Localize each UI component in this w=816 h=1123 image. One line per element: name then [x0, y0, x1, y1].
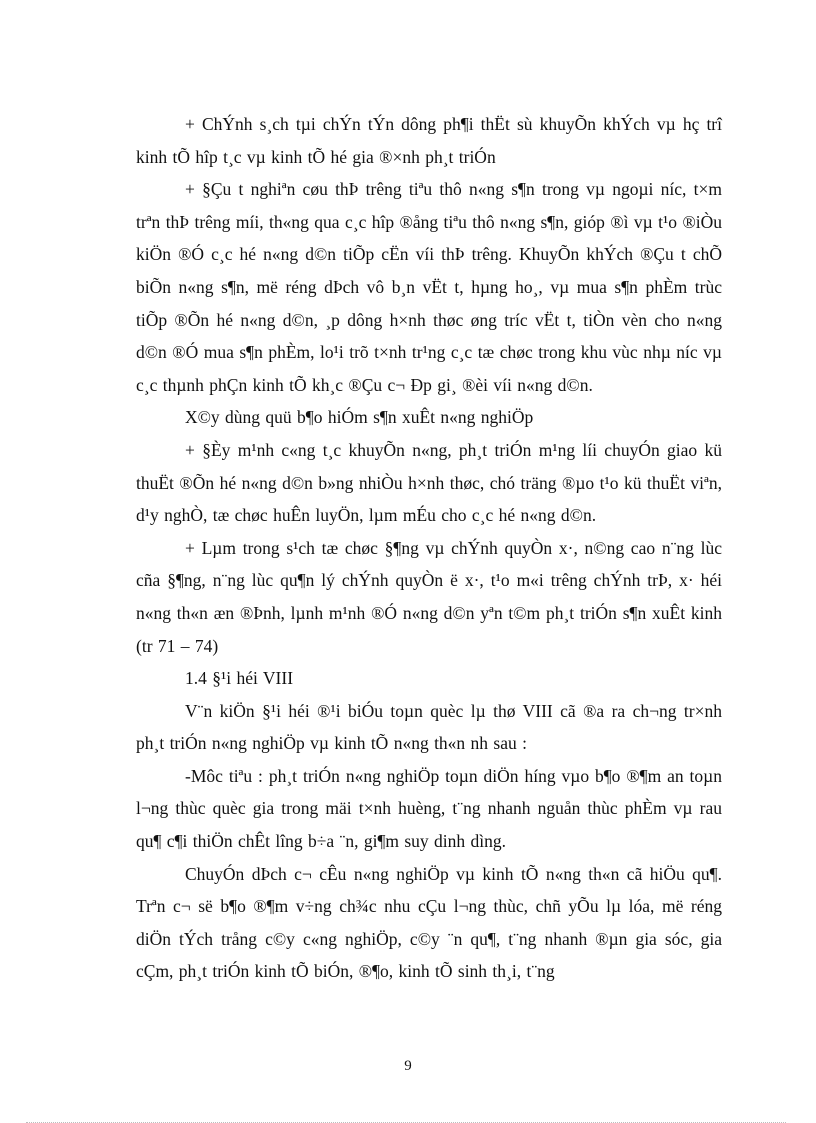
paragraph-insurance-fund: X©y dùng quü b¶o hiÓm s¶n xuÊt n«ng nghiÖp: [185, 407, 534, 428]
paragraph-congress-documents: V¨n kiÖn §¹i héi ®¹i biÓu toµn quèc lµ thø VIII cã ®a ra ch¬ng tr×nh ph¸t triÓn n«ng nghiÖp vµ kinh tÕ n«ng th«n nh sau :: [136, 700, 722, 754]
paragraph-market-research: + §Çu t nghiªn cøu thÞ trêng tiªu thô n«ng s¶n trong vµ ngoµi níc, t×m trªn thÞ trêng míi, th«ng qua c¸c hîp ®ång tiªu thô n«ng s¶n, gióp ®ì vµ t¹o ®iÒu kiÖn ®Ó c¸c hé n«ng d©n tiÕp cËn víi thÞ trêng. KhuyÕn khÝch ®Çu t chÕ biÕn n«ng s¶n, më réng dÞch vô b¸n vËt t, hµng ho¸, vµ mua s¶n phÈm trùc tiÕp ®Õn hé n«ng d©n, ¸p dông h×nh thøc øng tríc vËt t, tiÒn vèn cho n«ng d©n ®Ó mua s¶n phÈm, lo¹i trõ t×nh tr¹ng c¸c tæ chøc trong khu vùc nhµ níc vµ c¸c thµnh phÇn kinh tÕ kh¸c ®Çu c¬ Ðp gi¸ ®èi víi n«ng d©n.: [136, 179, 722, 395]
section-heading-congress-viii: 1.4 §¹i héi VIII: [185, 668, 294, 689]
paragraph-financial-policy: + ChÝnh s¸ch tµi chÝn tÝn dông ph¶i thËt sù khuyÕn khÝch vµ hç trî kinh tÕ hîp t¸c vµ kinh tÕ hé gia ®×nh ph¸t triÓn: [136, 114, 722, 167]
document-body: [136, 108, 722, 988]
paragraph-agricultural-extension: + §Èy m¹nh c«ng t¸c khuyÕn n«ng, ph¸t triÓn m¹ng líi chuyÓn giao kü thuËt ®Õn hé n«ng d©n b»ng nhiÒu h×nh thøc, chó träng ®µo t¹o kü thuËt viªn, d¹y nghÒ, tæ chøc huÊn luyÖn, lµm mÉu cho c¸c hé n«ng d©n.: [136, 439, 722, 526]
paragraph-structural-shift: ChuyÓn dÞch c¬ cÊu n«ng nghiÖp vµ kinh tÕ n«ng th«n cã hiÖu qu¶. Trªn c¬ së b¶o ®¶m v÷ng ch¾c nhu cÇu l¬ng thùc, chñ yÕu lµ lóa, më réng diÖn tÝch trång c©y c«ng nghiÖp, c©y ¨n qu¶, t¨ng nhanh ®µn gia sóc, gia cÇm, ph¸t triÓn kinh tÕ biÓn, ®¶o, kinh tÕ sinh th¸i, t¨ng: [136, 863, 722, 982]
paragraph-objectives: -Môc tiªu : ph¸t triÓn n«ng nghiÖp toµn diÖn híng vµo b¶o ®¶m an toµn l¬ng thùc quèc gia trong mäi t×nh huèng, t¨ng nhanh nguån thùc phÈm vµ rau qu¶ c¶i thiÖn chÊt lîng b÷a ¨n, gi¶m suy dinh dìng.: [136, 765, 722, 852]
paragraph-party-organization: + Lµm trong s¹ch tæ chøc §¶ng vµ chÝnh quyÒn x·, n©ng cao n¨ng lùc cña §¶ng, n¨ng lùc qu¶n lý chÝnh quyÒn ë x·, t¹o m«i trêng chÝnh trÞ, x· héi n«ng th«n æn ®Þnh, lµnh m¹nh ®Ó n«ng d©n yªn t©m ph¸t triÓn s¶n xuÊt kinh (tr 71 – 74): [136, 537, 722, 656]
page-number: 9: [404, 1058, 412, 1074]
